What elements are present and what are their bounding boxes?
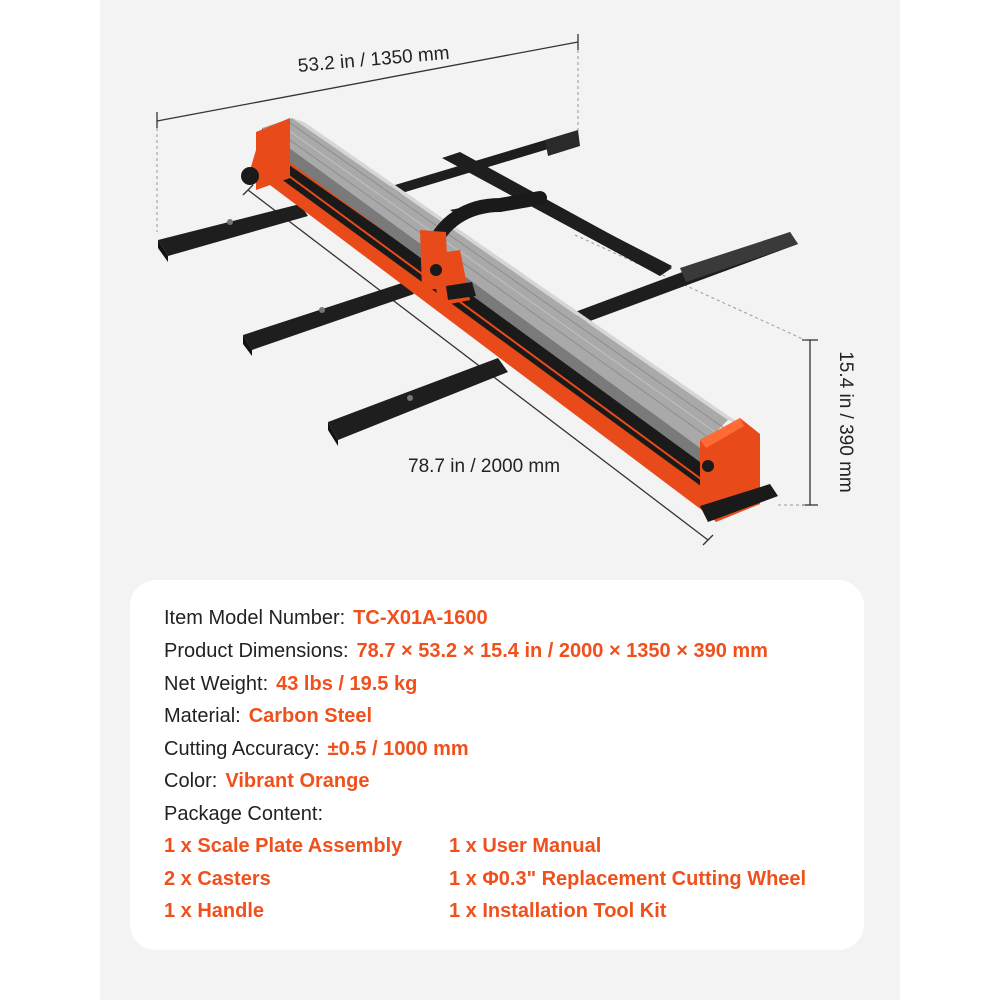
spec-color	[164, 769, 369, 793]
spec-weight-value: 43 lbs / 19.5 kg	[276, 673, 418, 695]
spec-package-label: Package Content:	[164, 803, 323, 825]
package-item: 1 x Φ0.3" Replacement Cutting Wheel	[449, 868, 807, 890]
spec-model-value: TC-X01A-1600	[353, 607, 488, 629]
spec-weight-label: Net Weight:	[164, 673, 269, 695]
width-dimension-label: 53.2 in / 1350 mm	[297, 42, 451, 77]
spec-accuracy-value: ±0.5 / 1000 mm	[327, 738, 469, 760]
spec-dimensions-label: Product Dimensions:	[164, 640, 349, 662]
spec-accuracy-label: Cutting Accuracy:	[164, 738, 320, 760]
package-item: 1 x Scale Plate Assembly	[164, 835, 403, 857]
spec-dimensions	[164, 639, 768, 663]
spec-card	[130, 580, 864, 950]
package-item: 1 x Handle	[164, 900, 265, 922]
package-item: 1 x User Manual	[449, 835, 602, 857]
spec-accuracy	[164, 737, 469, 761]
spec-material-label: Material:	[164, 705, 241, 727]
spec-model-label: Item Model Number:	[164, 607, 346, 629]
length-dimension-label: 78.7 in / 2000 mm	[408, 456, 561, 477]
spec-material	[164, 704, 372, 728]
spec-dimensions-value: 78.7 × 53.2 × 15.4 in / 2000 × 1350 × 390 mm	[356, 640, 768, 662]
spec-model	[164, 606, 488, 630]
spec-weight	[164, 672, 417, 696]
spec-color-value: Vibrant Orange	[225, 770, 370, 792]
height-dimension-label: 15.4 in / 390 mm	[835, 351, 856, 493]
package-item: 2 x Casters	[164, 868, 271, 890]
spec-color-label: Color:	[164, 770, 218, 792]
package-item: 1 x Installation Tool Kit	[449, 900, 667, 922]
spec-material-value: Carbon Steel	[248, 705, 373, 727]
